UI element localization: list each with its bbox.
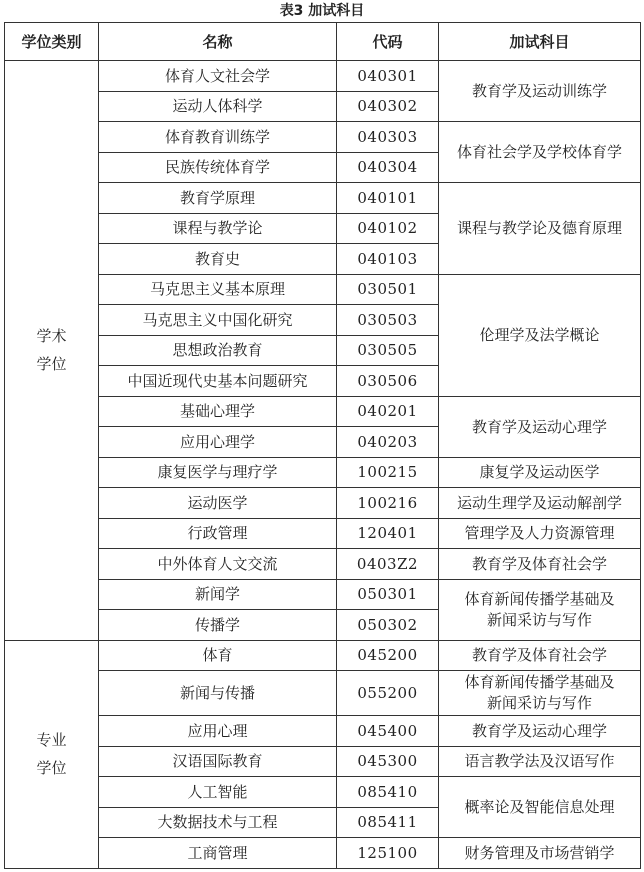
table-row (5, 122, 641, 153)
extra-subject: 管理学及人力资源管理 (439, 518, 641, 549)
program-name: 民族传统体育学 (99, 152, 337, 183)
program-code: 0403Z2 (337, 549, 439, 580)
program-name: 康复医学与理疗学 (99, 457, 337, 488)
program-code: 030506 (337, 366, 439, 397)
program-name: 马克思主义中国化研究 (99, 305, 337, 336)
extra-subject: 教育学及运动心理学 (439, 716, 641, 747)
table-row (5, 61, 641, 92)
table-row (5, 457, 641, 488)
header-degree-type: 学位类别 (5, 23, 99, 61)
program-name: 工商管理 (99, 838, 337, 869)
program-name: 马克思主义基本原理 (99, 274, 337, 305)
table-row (5, 579, 641, 610)
program-code: 040302 (337, 91, 439, 122)
extra-subject: 教育学及体育社会学 (439, 640, 641, 671)
program-code: 045300 (337, 746, 439, 777)
table-row (5, 274, 641, 305)
program-name: 教育史 (99, 244, 337, 275)
table-row (5, 716, 641, 747)
header-name: 名称 (99, 23, 337, 61)
program-name: 体育教育训练学 (99, 122, 337, 153)
table-row (5, 777, 641, 808)
table-row (5, 838, 641, 869)
extra-subject: 体育新闻传播学基础及 新闻采访与写作 (439, 579, 641, 640)
program-name: 应用心理 (99, 716, 337, 747)
program-code: 030503 (337, 305, 439, 336)
extra-subject: 康复学及运动医学 (439, 457, 641, 488)
program-code: 040101 (337, 183, 439, 214)
extra-subject: 财务管理及市场营销学 (439, 838, 641, 869)
program-name: 新闻与传播 (99, 671, 337, 716)
extra-subject: 体育社会学及学校体育学 (439, 122, 641, 183)
program-code: 055200 (337, 671, 439, 716)
program-code: 040103 (337, 244, 439, 275)
category-academic: 学术 学位 (5, 61, 99, 641)
table-row (5, 183, 641, 214)
program-code: 050302 (337, 610, 439, 641)
category-professional: 专业 学位 (5, 640, 99, 868)
program-code: 045200 (337, 640, 439, 671)
table-row (5, 671, 641, 716)
program-name: 基础心理学 (99, 396, 337, 427)
table-row (5, 396, 641, 427)
program-name: 大数据技术与工程 (99, 807, 337, 838)
extra-subject: 体育新闻传播学基础及 新闻采访与写作 (439, 671, 641, 716)
program-code: 050301 (337, 579, 439, 610)
program-name: 中外体育人文交流 (99, 549, 337, 580)
table-row (5, 746, 641, 777)
program-code: 085410 (337, 777, 439, 808)
program-code: 040203 (337, 427, 439, 458)
program-name: 体育 (99, 640, 337, 671)
program-code: 030505 (337, 335, 439, 366)
program-name: 行政管理 (99, 518, 337, 549)
table-row (5, 640, 641, 671)
header-subject: 加试科目 (439, 23, 641, 61)
extra-subject: 运动生理学及运动解剖学 (439, 488, 641, 519)
program-name: 汉语国际教育 (99, 746, 337, 777)
program-code: 030501 (337, 274, 439, 305)
program-name: 运动医学 (99, 488, 337, 519)
program-name: 新闻学 (99, 579, 337, 610)
program-name: 传播学 (99, 610, 337, 641)
extra-subject: 教育学及运动心理学 (439, 396, 641, 457)
program-code: 100216 (337, 488, 439, 519)
header-code: 代码 (337, 23, 439, 61)
table-row (5, 549, 641, 580)
program-code: 040301 (337, 61, 439, 92)
program-name: 运动人体科学 (99, 91, 337, 122)
extra-subject: 教育学及体育社会学 (439, 549, 641, 580)
extra-subject: 语言教学法及汉语写作 (439, 746, 641, 777)
extra-subject: 概率论及智能信息处理 (439, 777, 641, 838)
program-code: 040303 (337, 122, 439, 153)
program-code: 040201 (337, 396, 439, 427)
program-code: 045400 (337, 716, 439, 747)
program-code: 085411 (337, 807, 439, 838)
program-name: 中国近现代史基本问题研究 (99, 366, 337, 397)
extra-exam-subjects-table (4, 22, 641, 869)
table-row (5, 518, 641, 549)
program-code: 100215 (337, 457, 439, 488)
program-code: 120401 (337, 518, 439, 549)
program-name: 思想政治教育 (99, 335, 337, 366)
program-code: 040304 (337, 152, 439, 183)
program-name: 体育人文社会学 (99, 61, 337, 92)
program-code: 125100 (337, 838, 439, 869)
program-name: 人工智能 (99, 777, 337, 808)
program-code: 040102 (337, 213, 439, 244)
extra-subject: 课程与教学论及德育原理 (439, 183, 641, 275)
header-row (5, 23, 641, 61)
extra-subject: 教育学及运动训练学 (439, 61, 641, 122)
extra-subject: 伦理学及法学概论 (439, 274, 641, 396)
program-name: 课程与教学论 (99, 213, 337, 244)
table-row (5, 488, 641, 519)
program-name: 应用心理学 (99, 427, 337, 458)
program-name: 教育学原理 (99, 183, 337, 214)
table-caption: 表3 加试科目 (279, 3, 365, 19)
